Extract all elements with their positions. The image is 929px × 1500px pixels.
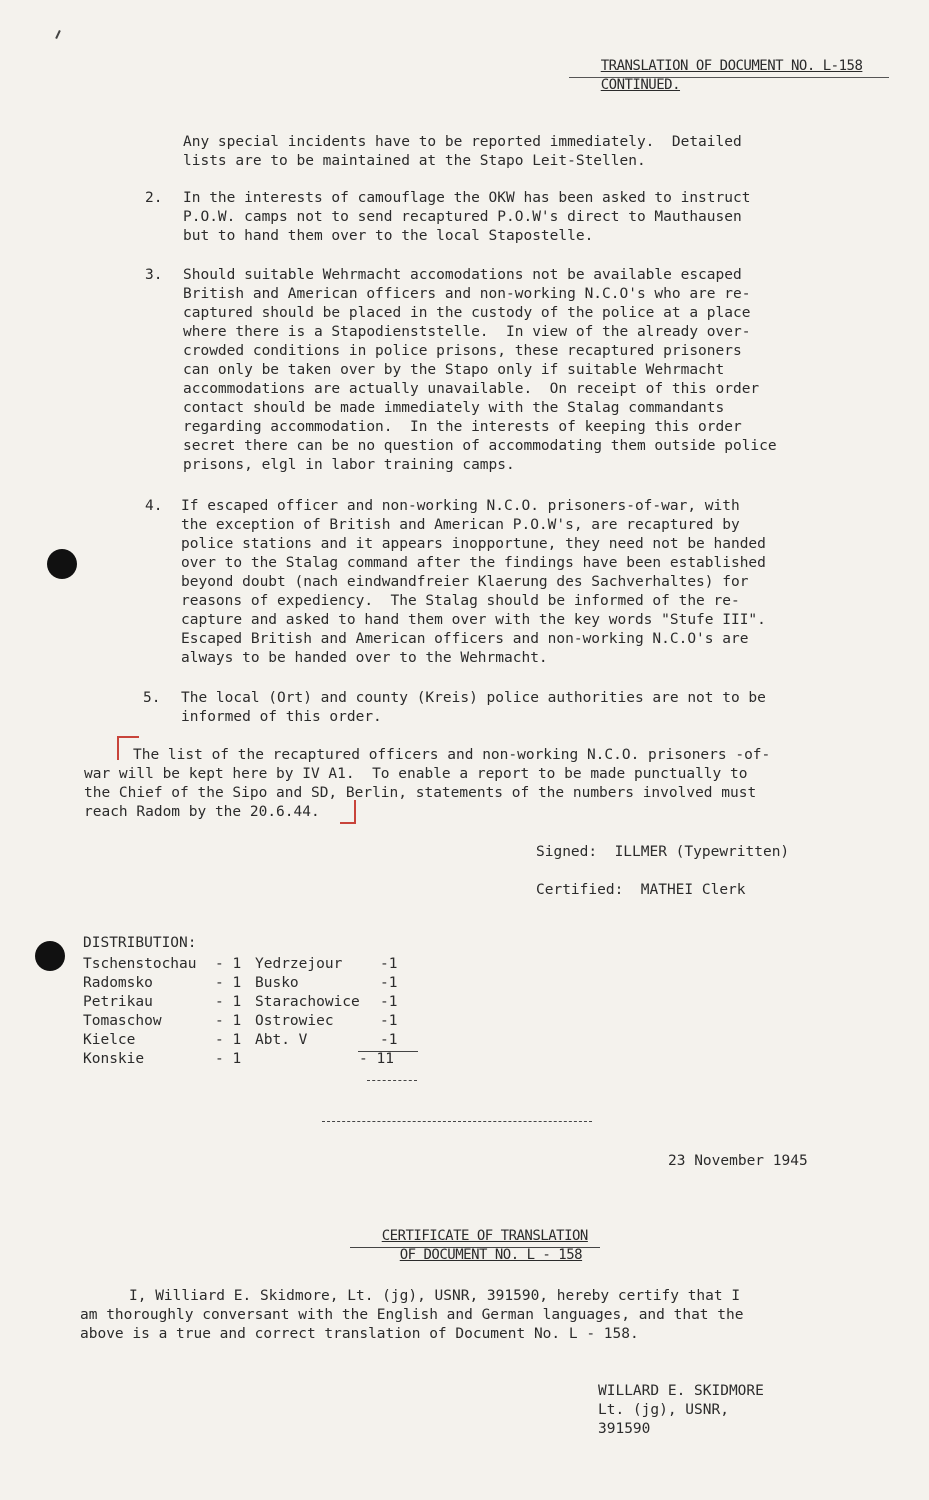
- total-double-rule: [367, 1080, 417, 1081]
- certificate-title-rule: [350, 1247, 600, 1248]
- list-item: Busko -1: [255, 975, 398, 991]
- item-number: 3.: [145, 267, 163, 283]
- pencil-mark: [55, 30, 61, 39]
- certificate-date: 23 November 1945: [668, 1153, 808, 1169]
- item-number: 5.: [143, 690, 161, 706]
- list-item: Starachowice -1: [255, 994, 398, 1010]
- list-item: Abt. V -1: [255, 1032, 398, 1048]
- list-item: Kielce - 1: [83, 1032, 242, 1048]
- certificate-subtitle: OF DOCUMENT NO. L - 158: [399, 1247, 583, 1263]
- list-item: Petrikau - 1: [83, 994, 242, 1010]
- certificate-title: CERTIFICATE OF TRANSLATION: [381, 1228, 588, 1244]
- list-item: Ostrowiec -1: [255, 1013, 398, 1029]
- item-paragraph-4: If escaped officer and non-working N.C.O. prisoners-of-war, with the exception of British and American P.O.W's, are recaptured by police stations and it appears inopportune, they need not be handed over to the Stalag command after the findings have been established beyond doubt (nach eindwandfreier Klaerung des Sachverhaltes) for reasons of expediency. The Stalag should be informed of the re- capture and asked to hand them over with the key words "Stufe III". Escaped British and American officers and non-working N.C.O's are always to be handed over to the Wehrmacht.: [181, 498, 766, 666]
- distribution-total: - 11: [359, 1051, 394, 1067]
- item-paragraph-2: In the interests of camouflage the OKW has been asked to instruct P.O.W. camps not to send recaptured P.O.W's direct to Mauthausen but to hand them over to the local Stapostelle.: [183, 190, 751, 244]
- translator-signature: WILLARD E. SKIDMORE Lt. (jg), USNR, 391590: [598, 1383, 764, 1437]
- certified-line: Certified: MATHEI Clerk: [536, 882, 746, 898]
- list-item: Yedrzejour -1: [255, 956, 398, 972]
- punch-hole-bottom: [35, 941, 65, 971]
- item-number: 2.: [145, 190, 163, 206]
- distribution-title: DISTRIBUTION:: [83, 935, 197, 951]
- header-rule: [569, 77, 889, 78]
- section-divider: [322, 1121, 592, 1122]
- header-continued: CONTINUED.: [600, 77, 681, 93]
- header-doc-number: TRANSLATION OF DOCUMENT NO. L-158: [600, 58, 863, 74]
- list-item: Tschenstochau - 1: [83, 956, 242, 972]
- distribution-left-list: [83, 955, 241, 1069]
- item-number: 4.: [145, 498, 163, 514]
- list-item: Tomaschow - 1: [83, 1013, 242, 1029]
- certificate-body: I, Williard E. Skidmore, Lt. (jg), USNR, 391590, hereby certify that I am thoroughly conversant with the English and German languages, and that the above is a true and correct translation of Document No. L - 158.: [80, 1288, 744, 1342]
- signed-line: Signed: ILLMER (Typewritten): [536, 844, 790, 860]
- list-item: Radomsko - 1: [83, 975, 242, 991]
- item-paragraph-5: The local (Ort) and county (Kreis) police authorities are not to be informed of this order.: [181, 690, 766, 725]
- closing-paragraph: The list of the recaptured officers and non-working N.C.O. prisoners -of- war will be kept here by IV A1. To enable a report to be made punctually to the Chief of the Sipo and SD, Berlin, statements of the numbers involved must reach Radom by the 20.6.44.: [84, 747, 771, 820]
- intro-paragraph: Any special incidents have to be reported immediately. Detailed lists are to be maintained at the Stapo Leit-Stellen.: [183, 134, 742, 169]
- list-item: Konskie - 1: [83, 1051, 242, 1067]
- item-paragraph-3: Should suitable Wehrmacht accomodations not be available escaped British and American officers and non-working N.C.O's who are re- captured should be placed in the custody of the police at a place where there is a Stapodienststelle. In view of the already over- crowded conditions in police prisons, these recaptured prisoners can only be taken over by the Stapo only if suitable Wehrmacht accommodations are actually unavailable. On receipt of this order contact should be made immediately with the Stalag commandants regarding accommodation. In the interests of keeping this order secret there can be no question of accommodating them outside police prisons, elgl in labor training camps.: [183, 267, 777, 473]
- total-rule: [358, 1051, 418, 1052]
- punch-hole-top: [47, 549, 77, 579]
